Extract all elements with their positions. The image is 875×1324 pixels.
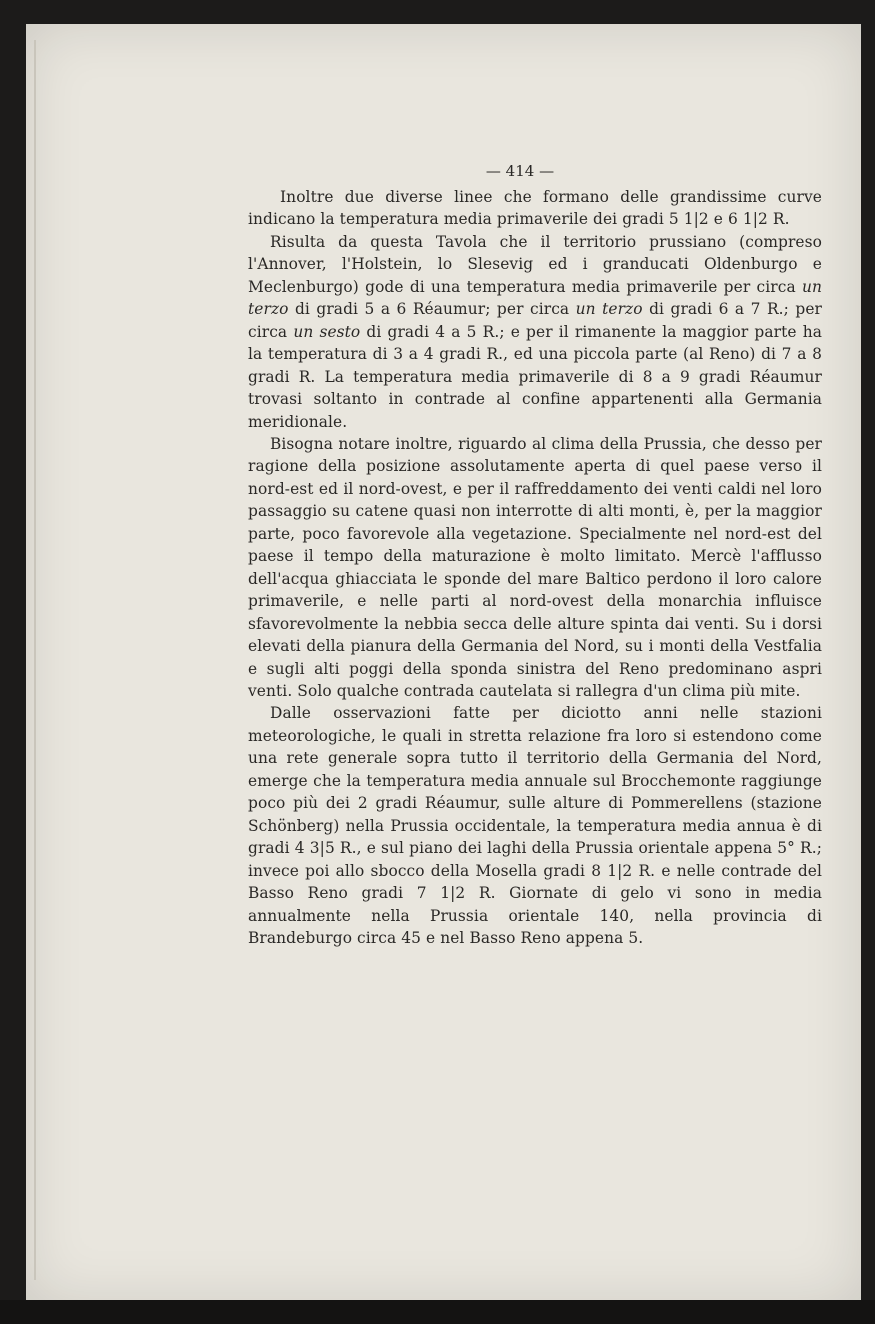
italic-run: un terzo	[248, 277, 822, 319]
text-run: Risulta da questa Tavola che il territorio prussiano (compreso l'Annover, l'Holstein, lo Slesevig ed i granducati Oldenburgo e Meclenburgo) gode di una temperatura media primaverile per circa	[248, 232, 822, 296]
text-run: Dalle osservazioni fatte per diciotto anni nelle stazioni meteorologiche, le quali in stretta relazione fra loro si estendono come una rete generale sopra tutto il territorio della Germania del Nord, emerge che la temperatura media annuale sul Brocchemonte raggiunge poco più dei 2 gradi Réaumur, sulle alture di Pommerellens (stazione Schönberg) nella Prussia occidentale, la temperatura media annua è di gradi 4 3|5 R., e sul piano dei laghi della Prussia orientale appena 5° R.; invece poi allo sbocco della Mosella gradi 8 1|2 R. e nelle contrade del Basso Reno gradi 7 1|2 R. Giornate di gelo vi sono in media annualmente nella Prussia orientale 140, nella provincia di Brandeburgo circa 45 e nel Basso Reno appena 5.	[248, 704, 822, 947]
text-run: Inoltre due diverse linee che formano delle grandissime curve indicano la temperatura media primaverile dei gradi 5 1|2 e 6 1|2 R.	[248, 188, 822, 229]
body-text	[248, 186, 822, 949]
paragraph	[248, 231, 822, 433]
text-run: di gradi 6 a 7 R.; per circa	[248, 300, 822, 341]
scan-bottom-band	[0, 1300, 875, 1324]
text-run: di gradi 4 a 5 R.; e per il rimanente la maggior parte ha la temperatura di 3 a 4 gradi R., ed una piccola parte (al Reno) di 7 a 8 gradi R. La temperatura media primaverile di 8 a 9 gradi Réaumur trovasi soltanto in contrade al confine appartenenti alla Germania meridionale.	[248, 322, 823, 431]
text-run: Bisogna notare inoltre, riguardo al clima della Prussia, che desso per ragione della posizione assolutamente aperta di quel paese verso il nord-est ed il nord-ovest, e per il raffreddamento dei venti caldi nel loro passaggio su catene quasi non interrotte di alti monti, è, per la maggior parte, poco favorevole alla vegetazione. Specialmente nel nord-est del paese il tempo della maturazione è molto limitato. Mercè l'afflusso dell'acqua ghiacciata le sponde del mare Baltico perdono il loro calore primaverile, e nelle parti al nord-ovest della monarchia influisce sfavorevolmente la nebbia secca delle alture spinta dai venti. Su i dorsi elevati della pianura della Germania del Nord, su i monti della Vestfalia e sugli alti poggi della sponda sinistra del Reno predominano aspri venti. Solo qualche contrada cautelata si rallegra d'un clima più mite.	[248, 434, 822, 700]
paragraph	[248, 433, 822, 702]
paragraph	[248, 186, 822, 231]
page-content	[248, 162, 822, 949]
text-run: di gradi 5 a 6 Réaumur; per circa	[288, 300, 576, 319]
italic-run: un terzo	[575, 300, 643, 319]
page-number: — 414 —	[485, 162, 555, 180]
italic-run: un sesto	[293, 322, 361, 341]
paragraph	[248, 702, 822, 949]
page-edge	[34, 40, 36, 1280]
